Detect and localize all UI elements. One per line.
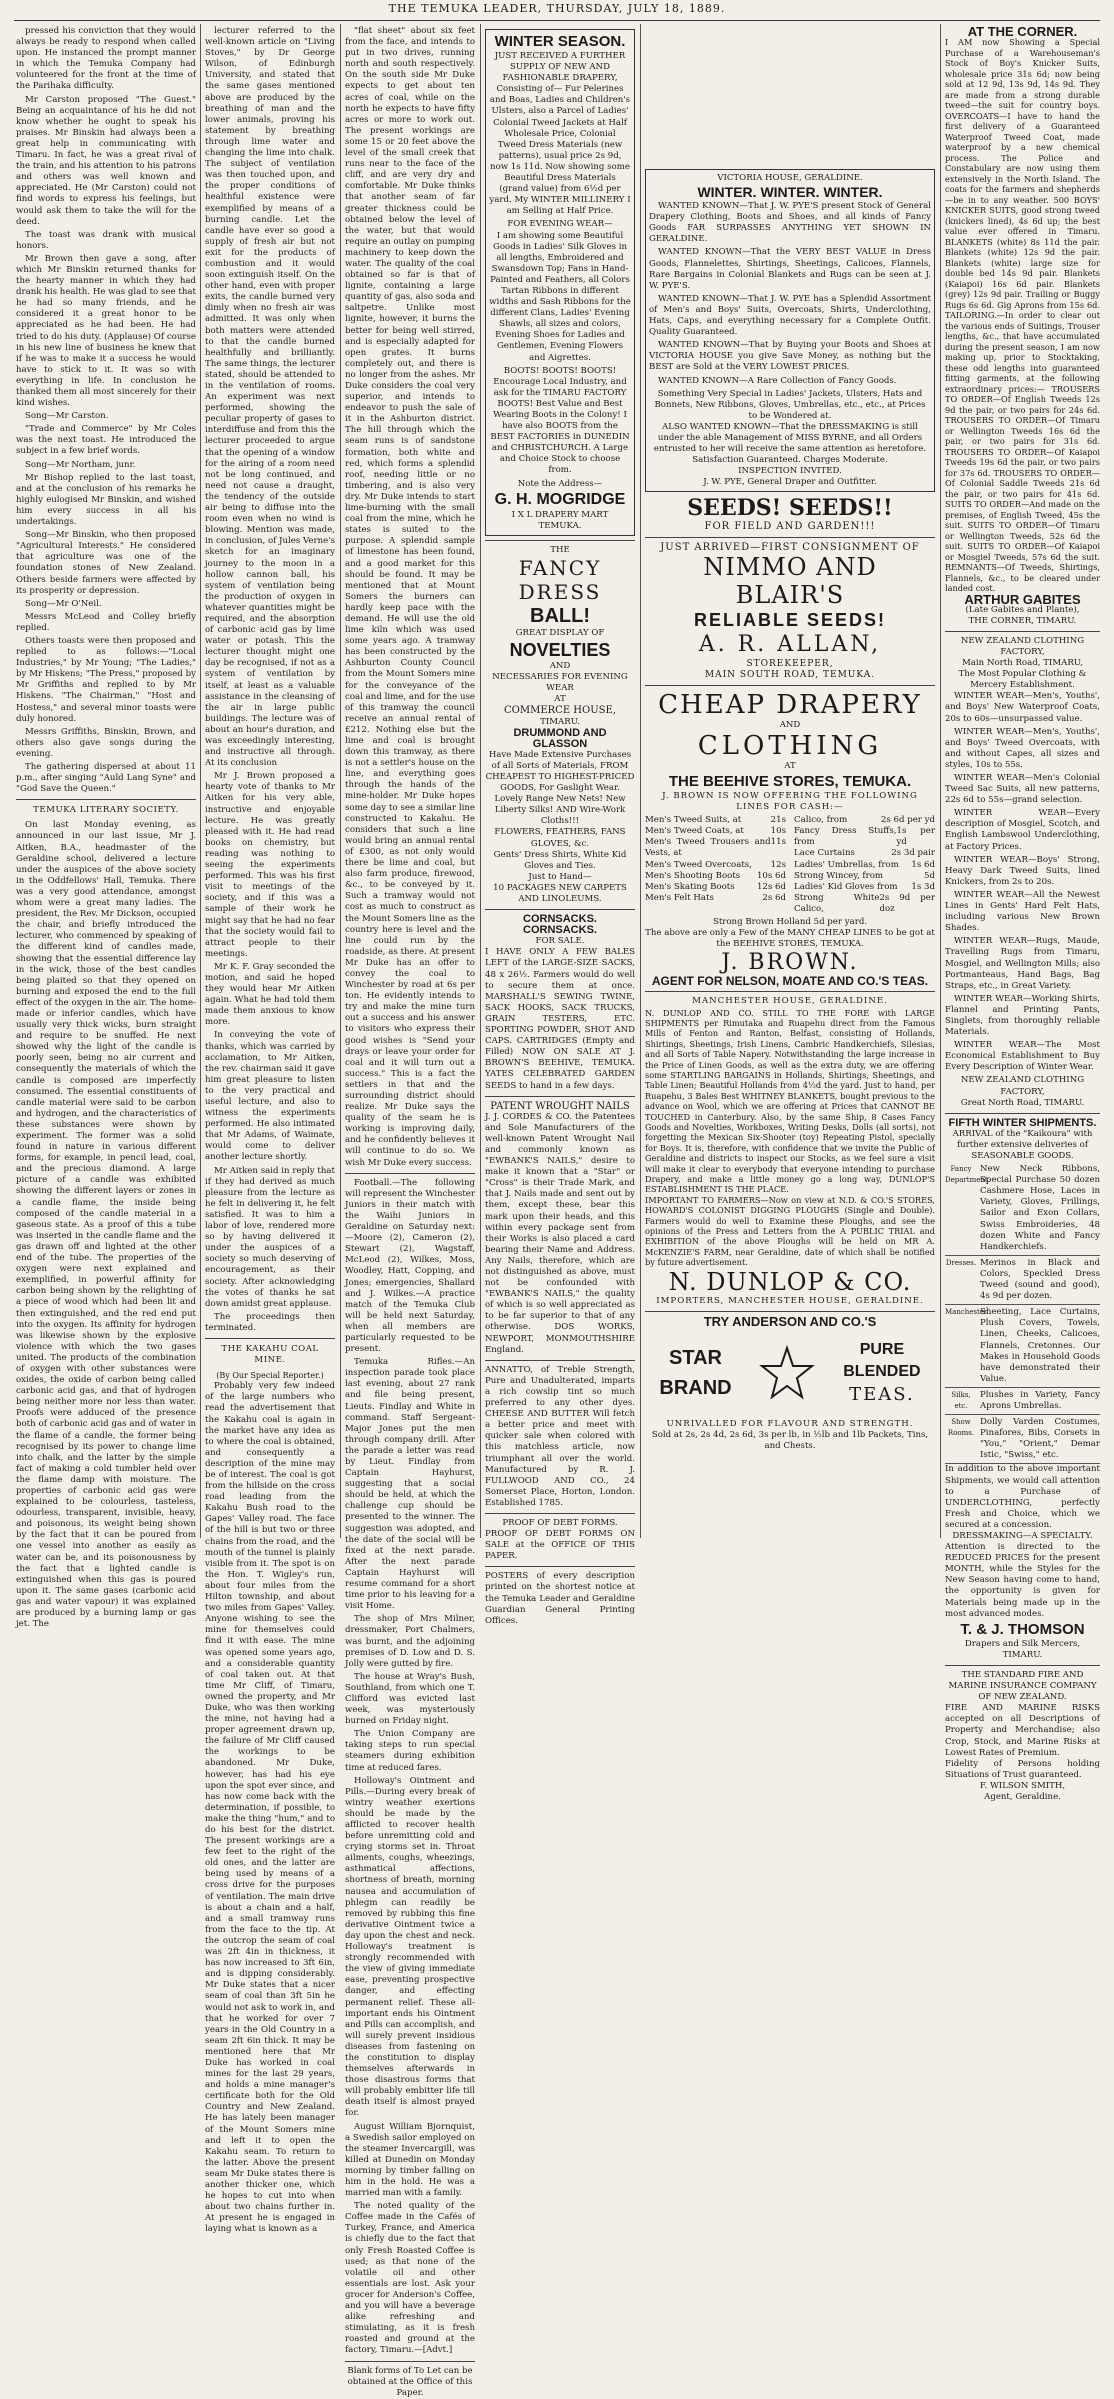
table-row: Show Rooms. Dolly Varden Costumes, Pinafores, Bibs, Corsets in "You," "Orient," Demar Istic, "Swiss," etc. <box>945 1415 1100 1464</box>
ad-title: PROOF OF DEBT FORMS. <box>502 1517 618 1528</box>
wanted-item: WANTED KNOWN—That J. W. PYE'S present Stock of General Drapery Clothing, Boots and Shoes, and all kinds of Fancy Goods FAR SURPASSES ANYTHING YET SHOWN IN GERALDINE. <box>649 201 931 245</box>
ad-body: Encourage Local Industry, and ask for the TIMARU FACTORY BOOTS! Best Value and Best Wearing Boots in the Colony! I have also BOOTS from the BEST FACTORIES in DUNEDIN and CHRISTCHURCH. A Large and Choice Stock to choose from. <box>490 376 630 476</box>
ad-annatto: ANNATTO, of Treble Strength, Pure and Unadulterated, imparts a rich cowslip tint so much preferred to any other dyes. CHEESE AND BUTTER Will fetch a better price and meet with quicker sale when colored with this matchless article, now triumphant all over the world. Manufactured by R. J. FULLWOOD AND CO., 24 Somerset Place, Horton, London. Established 1785. <box>485 1364 635 1508</box>
price-item: Calico, from 2s 6d per yd <box>794 815 935 826</box>
price-item: Fancy Dress Stuffs, from 1s per yd <box>794 826 935 848</box>
tea-word: BLENDED <box>843 1362 921 1380</box>
winter-wear-item: WINTER WEAR—Men's Colonial Tweed Sac Suits, all new patterns, 22s 6d to 55s—grand selection. <box>945 773 1100 806</box>
ad-subhead: UNRIVALLED FOR FLAVOUR AND STRENGTH. <box>666 1418 914 1429</box>
ad-cornsacks <box>485 914 635 1092</box>
advertiser-name: NEW ZEALAND CLOTHING FACTORY, <box>960 1075 1085 1097</box>
ad-title: BALL! <box>530 604 590 627</box>
table-row: Manchester. Sheeting, Lace Curtains, Plush Covers, Towels, Linen, Cheeks, Calicoes, Flannels, Cretonnes. Our Makes in Household Goods have demonstrated their Value. <box>945 1305 1100 1388</box>
ad-town: TIMARU. <box>540 716 580 727</box>
advertiser-name: A. R. ALLAN, <box>698 631 882 657</box>
ad-title: NEW ZEALAND CLOTHING FACTORY, <box>960 635 1085 657</box>
ad-title: NIMMO AND BLAIR'S <box>703 552 877 609</box>
wanted-item: WANTED KNOWN—That by Buying your Boots and Shoes at VICTORIA HOUSE you give Save Money, as nothing but the BEST are Sold at the VERY LOWEST PRICES. <box>649 340 931 373</box>
table-row: Fancy Department. New Neck Ribbons, Special Purchase 50 dozen Cashmere Hose, Laces in Variety, Gloves, Frillings, Sailor and Exon Collars, Swiss Embroideries, 48 dozen White and Fancy Handkerchiefs. <box>945 1162 1100 1256</box>
ad-subhead: GREAT DISPLAY OF <box>515 627 605 638</box>
wanted-item: WANTED KNOWN—A Rare Collection of Fancy Goods. <box>658 375 897 386</box>
winter-wear-item: WINTER WEAR—The Most Economical Establishment to Buy Every Description of Winter Wear. <box>945 1040 1100 1073</box>
advertiser-town: TEMUKA. <box>538 520 582 531</box>
ad-body: N. DUNLOP AND CO. STILL TO THE FORE with LARGE SHIPMENTS per Rimutaka and Ruapehu direct from the Famous Mills of Fenton and Ranton, Belfast, consisting of Hollands, Shirtings, Sheetings, Irish Linens, Cambric Handkerchiefs, Silesias, and all Sorts of Table Napery. Notwithstanding the large increase in the Price of Linen Goods, as well as the extra duty, we are offering some STARTLING BARGAINS in Hollands, Shirtings, Sheetings, and Table Linen; Beautiful Hollands from 4½d the yard. Just to hand, per Ruapehu, 3 Bales Best WHITNEY BLANKETS, bought previous to the advance on Wool, which we are offering at Prices that CANNOT BE TOUCHED in Canterbury. Also, by the same Ship, 8 Cases Fancy Goods and Novelties, Workboxes, Writing Desks, Dolls (all sorts), not forgetting the Mexican Six-Shooter (toy) Repeating Pistol, specially for Boys. It is, therefore, with confidence that we invite the Public of Geraldine and districts to inspect our Stocks, as we feel sure a visit will make it clear to everybody that everyone intending to purchase Drapery, and make a little money go a long way, DUNLOP'S ESTABLISHMENT IS THE PLACE. <box>645 1007 935 1195</box>
paragraph: Football.—The following will represent the Winchester Juniors in their match with the Waihi Juniors in Geraldine on Saturday next:—Moore (2), Cameron (2), Stewart (2), Wagstaff, McLeod (2), Wilkes, Moss, Woodley, Hatt, Copping, and Jones; emergencies, Shallard and J. Wilkes.—A practice match of the Temuka Club will be held next Saturday, when all members are particularly requested to be present. <box>345 1177 475 1355</box>
ad-body: Lovely Range New Nets! New Liberty Silks! AND Wire-Work Cloths!!! <box>494 794 626 827</box>
ad-title: THE BEEHIVE STORES, TEMUKA. <box>668 773 912 790</box>
ad-title: CHEAP DRAPERY <box>658 689 922 720</box>
paragraph: Temuka Rifles.—An inspection parade took place last evening, about 27 rank and file being present, Lieuts. Findlay and White in command. Staff Sergeant-Major Jones put the men through company drill. After the parade a letter was read by Lieut. Findlay from Captain Hayhurst, suggesting that a social should be held, at which the challenge cup should be presented to the winner. The suggestion was adopted, and the date of the social will be fixed at the next parade. After the next parade Captain Hayhurst will resume command for a short time prior to his leaving for a visit Home. <box>345 1357 475 1612</box>
paragraph: Song—Mr Carston. <box>25 411 109 422</box>
ad-word: AT <box>784 760 796 771</box>
tea-word: STAR <box>669 1346 722 1369</box>
price-item: Men's Tweed Trousers and Vests, at 11s <box>645 837 786 859</box>
ad-posters: POSTERS of every description printed on the shortest notice at the Temuka Leader and Geraldine Guardian General Printing Offices. <box>485 1571 635 1626</box>
column-rule <box>480 24 481 1538</box>
price-list <box>645 815 935 915</box>
ad-address: Great North Road, TIMARU. <box>960 1097 1085 1108</box>
paragraph: Song—Mr Northam, junr. <box>25 459 136 470</box>
heading-kakahu-coal-mine: THE KAKAHU COAL MINE. <box>221 1343 319 1366</box>
ad-body: The above are only a Few of the MANY CHEAP LINES to be got at the BEEHIVE STORES, TEMUKA. <box>645 928 935 950</box>
paragraph: Song—Mr O'Neil. <box>25 598 102 609</box>
advertiser-name: F. WILSON SMITH, <box>979 1780 1066 1791</box>
column-rule <box>940 24 941 1538</box>
paragraph: Messrs McLeod and Colley briefly replied. <box>16 611 196 633</box>
ad-title: FANCY DRESS <box>518 555 602 604</box>
ad-subhead: ARRIVAL of the "Kaikoura" with further extensive deliveries of SEASONABLE GOODS. <box>952 1128 1093 1161</box>
price-item: Strong White Calico, 2s 9d per doz <box>794 892 935 914</box>
price-item: Lace Curtains 2s 3d pair <box>794 848 935 859</box>
column-4 <box>485 26 635 1626</box>
ad-title: THE STANDARD FIRE AND MARINE INSURANCE COMPANY OF NEW ZEALAND. <box>948 1669 1097 1703</box>
article-lecture <box>205 26 335 1334</box>
column-1 <box>16 26 196 1630</box>
ad-body: Attention is directed to the REDUCED PRICES for the present MONTH, while the Styles for the New Season having come to hand, the opportunity is given for Materials being made up in the most advanced modes. <box>945 1542 1100 1619</box>
paragraph: The noted quality of the Coffee made in the Cafés of Turkey, France, and America is chiefly due to the fact that only Fresh Roasted Coffee is used; as that none of the volatile oil and other essentials are lost. Ask your grocer for Anderson's Coffee, and you will have a beverage alike refreshing and stimulating, as it is fresh roasted and ground at the factory, Timaru.—[Advt.] <box>345 2201 475 2356</box>
tea-word: PURE <box>859 1340 905 1358</box>
price-item: Men's Tweed Overcoats, 12s <box>645 859 786 870</box>
winter-wear-item: WINTER WEAR—Men's, Youths', and Boys' New Waterproof Coats, 20s to 60s—unsurpassed value. <box>945 691 1100 724</box>
ad-body: I AM now Showing a Special Purchase of a Warehouseman's Stock of Boy's Knicker Suits, wholesale price 31s 6d; now being sold at 12 9d, 13s 9d, 14s 9d. They are made from a strong durable tweed—the suit for country boys. OVERCOATS—I have to hand the first delivery of a Guaranteed Waterproof Tweed Coat, made waterproof by a new chemical process. The Police and Constabulary are now using them extensively in the North Island. The coats for the farmers and shepherds—be in to any weather. 500 BOYS' KNICKER SUITS, good strong tweed (knickers lined), 4s 6d up; the best value ever offered in Timaru. BLANKETS (white) 8s 11d the pair. Blankets (white) 12s 9d the pair. Blankets (white) large size for double bed 14s 9d pair. Blankets (Kaiapoi) 16s 6d pair. Blankets (grey) 12s 9d pair. Trailing or Buggy Rugs 6s 6d. Gig Aprons from 15s 6d. TAILORING.—In order to clear out the various ends of Suitings, Trouser lengths, &c., that have accumulated during the present season, I am now making up, prior to Stocktaking, these odd lengths into guaranteed fitting garments, at the following extraordinary prices:— TROUSERS TO ORDER—Of English Tweeds 12s 9d the pair, or two pairs for 24s 6d. TROUSERS TO ORDER—Of Timaru or Wellington Tweeds 16s 6d the pair, or two pairs for 31s 6d. TROUSERS TO ORDER—Of Kaiapoi Tweeds 19s 6d the pair, or two pairs for 37s 6d. TROUSERS TO ORDER—Of Colonial Saddle Tweeds 21s 6d the pair, or two pairs for 41s 6d. SUITS TO ORDER—And made on the premises, of English Tweed, 45s the suit. SUITS TO ORDER—Of Timaru or Wellington Tweeds, 52s 6d the suit. SUITS TO ORDER—Of Kaiapoi or Mosgiel Tweeds, 57s 6d the suit. REMNANTS—Of Tweeds, Shirtings, Flannels, &c., to be cleared under landed cost. <box>945 37 1100 594</box>
ad-title: PATENT WROUGHT NAILS <box>490 1100 630 1112</box>
price-item: Strong Wincey, from 5d <box>794 870 935 881</box>
ad-title: FIFTH WINTER SHIPMENTS. <box>948 1116 1097 1129</box>
price-item: Men's Tweed Coats, at 10s <box>645 826 786 837</box>
ad-body: FLOWERS, FEATHERS, FANS GLOVES, &c. <box>494 827 626 849</box>
column-rule <box>640 24 641 1538</box>
column-rule <box>340 24 341 1538</box>
ad-title: CORNSACKS. CORNSACKS. <box>523 913 597 937</box>
article-literary-society <box>16 820 196 1630</box>
wanted-item: WANTED KNOWN—That the VERY BEST VALUE in Dress Goods, Flannelettes, Shirtings, Sheetings, Calicoes, Flannels, Rare Bargains in Colonial Blankets and Rugs can be seen at J. W. PYE'S. <box>649 247 931 291</box>
ad-winter-season <box>485 29 635 536</box>
ad-title: NOVELTIES <box>509 640 611 661</box>
ad-body: Just to Hand— <box>528 871 592 882</box>
ad-subhead: Agent, Geraldine. <box>984 1791 1061 1802</box>
ad-body: Have Made Extensive Purchases of all Sorts of Materials, FROM CHEAPEST TO HIGHEST-PRICED GOODS, For Gaslight Wear. <box>485 749 635 794</box>
paragraph: Messrs Griffiths, Binskin, Brown, and others also gave songs during the evening. <box>16 726 196 759</box>
ad-subhead: (Late Gabites and Plante), <box>965 604 1080 615</box>
wanted-item: WANTED KNOWN—That J. W. PYE has a Splendid Assortment of Men's and Boys' Suits, Overcoats, Shirts, Underclothing, Hats, Caps, and everything necessary for a Complete Outfit. Quality Guaranteed. <box>649 293 931 338</box>
ad-subhead: JUST ARRIVED—FIRST CONSIGNMENT OF <box>660 541 920 553</box>
paragraph: lecturer referred to the well-known article on "Living Stoves," by Dr George Wilson, of Edinburgh University, and stated that the same gases mentioned above are produced by the breathing of man and the lower animals, proving his statement by breathing through lime water and changing the lime into chalk. The subject of ventilation was then touched upon, and the proper conditions of healthful existence were exemplified by means of a burning candle. Let the candle have ever so good a supply of fresh air but not exit for the products of combustion and it would soon extinguish itself. On the other hand, even with proper exits, the candle burned very dimly when no fresh air was admitted. It was only when both matters were attended to that the candle burned healthfully and brilliantly. The same things, the lecturer stated, should be attended to in the ventilation of rooms. An experiment was next performed, showing the peculiar property of gases to interdiffuse and from this the lecturer proceeded to argue that the opening of a window for the airing of a room need not be long continued, and need not cause a draught, the tendency of the outside air being to diffuse into the room even when no wind is blowing. Mention was made, in conclusion, of Jules Verne's sketch for an imaginary journey to the moon in a hollow cannon ball, his system of ventilation being the production of oxygen in whatever quantities might be required, and the absorption of carbonic acid gas by lime water or potash. This the lecturer thought might one day be recognised, if not as a system of ventilation by itself, at least as a valuable assistance in the cleansing of the air in large public buildings. The lecture was of about an hour's duration, and was exceedingly interesting, and instructive all through. At its conclusion <box>205 26 336 769</box>
column-6 <box>945 24 1100 1802</box>
to-let-note: Blank forms of To Let can be obtained at the Office of this Paper. <box>347 2365 473 2398</box>
price-item: Men's Tweed Suits, at 21s <box>645 815 786 826</box>
tea-word: TEAS. <box>849 1383 915 1405</box>
ad-word: AND <box>779 719 801 730</box>
ad-body: Fidelity of Persons holding Situations of Trust guaranteed. <box>945 1758 1100 1780</box>
winter-wear-item: WINTER WEAR—All the Newest Lines in Gents' Hard Felt Hats, including various New Brown Shades. <box>945 889 1100 934</box>
star-icon <box>760 1346 814 1400</box>
ad-body: IMPORTANT TO FARMERS—Now on view at N.D. & CO.'S STORES, HOWARD'S COLONIST DIGGING PLOUGHS (Single and Double). Farmers would do well to Examine these Ploughs, and see the opinions of the Press and Letters from the A PUBLIC TRIAL and EXHIBITION of the above Ploughs will be held on MR A. McKENZIE'S FARM, near Geraldine, date of which shall be notified by future advertisement. <box>645 1194 935 1268</box>
price-item: Strong Brown Holland 5d per yard. <box>712 917 868 928</box>
ad-title: CLOTHING <box>697 730 883 761</box>
advertiser-name: J. W. PYE, General Draper and Outfitter. <box>703 477 877 488</box>
ad-word: AT <box>554 694 566 705</box>
paragraph: Others toasts were then proposed and replied to as follows:—"Local Industries," by Mr Young; "The Ladies," by Mr Hiskens; "The Press," proposed by Mr Griffiths and replied to by Mr Hiskens. "The Chairman," "Host and Hostess," and several minor toasts were duly honored. <box>16 635 196 724</box>
ad-body: Something Very Special in Ladies' Jackets, Ulsters, Hats and Bonnets, New Ribbons, Gloves, Umbrellas, etc., etc., at Prices to be Wondered at. <box>654 388 926 421</box>
ad-subhead: AGENT FOR NELSON, MOATE AND CO.'S TEAS. <box>651 974 929 989</box>
ad-body: Sold at 2s, 2s 4d, 2s 6d, 3s per lb, in ½lb and 1lb Packets, Tins, and Chests. <box>651 1429 929 1452</box>
ad-subhead: J. BROWN IS NOW OFFERING THE FOLLOWING LINES FOR CASH:— <box>662 791 918 813</box>
paragraph: In conveying the vote of thanks, which was carried by acclamation, to Mr Aitken, the rev. chairman said it gave him great pleasure to listen to the very practical and useful lecture, and also to witness the experiments performed. He also intimated that Mr Adams, of Waimate, would come to deliver another lecture shortly. <box>205 1030 335 1163</box>
price-item: Ladies' Umbrellas, from 1s 6d <box>794 859 935 870</box>
price-item: Men's Skating Boots 12s 6d <box>645 881 786 892</box>
ad-subhead: Drapers and Silk Mercers, TIMARU. <box>964 1638 1081 1660</box>
paragraph: "Trade and Commerce" by Mr Coles was the next toast. He introduced the subject in a few brief words. <box>16 424 196 457</box>
article-coal-mine-continued <box>345 26 475 1169</box>
masthead: THE TEMUKA LEADER, THURSDAY, JULY 18, 1889. <box>388 2 726 15</box>
advertiser-name: J. BROWN. <box>721 950 859 976</box>
winter-wear-item: WINTER WEAR—Rugs, Maude, Travelling Rugs from Timaru, Mosgiel, and Wellington Mills; also Portmanteaus, Hand Bags, Bag Straps, etc., in Great Variety. <box>945 936 1100 991</box>
ad-body: ALSO WANTED KNOWN—That the DRESSMAKING is still under the able Management of MISS BYRNE, and all Orders entrusted to her will receive the same attention as heretofore. Satisfaction Guaranteed. Charges Moderate. <box>653 421 927 466</box>
ad-subhead: MANCHESTER HOUSE, GERALDINE. <box>692 996 888 1007</box>
column-rule <box>200 24 201 1538</box>
paragraph: Mr Aitken said in reply that if they had derived as much pleasure from the lecture as he felt in delivering it, he felt satisfied. It was to him a labor of love, rendered more so by having delivered it under the auspices of a society so much deserving of encouragement, as their society. After acknowledging the votes of thanks he sat down amidst great applause. <box>205 1165 335 1309</box>
ad-title: TRY ANDERSON AND CO.'S <box>703 1313 877 1329</box>
ad-address: COMMERCE HOUSE, <box>504 705 616 717</box>
ad-subhead: STOREKEEPER, <box>746 658 834 669</box>
ad-title: WINTER. WINTER. WINTER. <box>697 184 883 201</box>
ad-body: I HAVE ONLY A FEW BALES LEFT of the LARGE-SIZE SACKS, 48 x 26½. Farmers would do well to secure them at once. MARSHALL'S SEWING TWINE, SACK HOOKS, SACK TRUCKS, GRAIN TESTERS, ETC. SPORTING POWDER, SHOT AND CAPS. CARTRIDGES (Empty and Filled) NOW ON SALE AT J. BROWN'S BEEHIVE, TEMUKA. YATES CELEBRATED GARDEN SEEDS to hand in a few days. <box>485 947 635 1091</box>
ad-title: RELIABLE SEEDS! <box>693 609 887 630</box>
paragraph: Probably very few indeed of the large numbers who read the advertisement that the Kakahu coal is again in the market have any idea as to where the coal is obtained, and consequently a description of the mine may be of interest. The coal is got from the hillside on the cross road leading from the Kakahu Bush road to the Gapes' Valley road. The face of the hill is but two or three chains from the road, and the mouth of the tunnel is plainly visible from it. The spot is on the Hon. T. Wigley's run, about four miles from the Hilton township, and about two miles from Gapes' Valley. Anyone wishing to see the mine for themselves could find it with ease. The mine was opened some years ago, and a considerable quantity of coal taken out. At that time Mr Cliff, of Timaru, owned the property, and Mr Duke, who was then working the mine, not having had a proper agreement drawn up, the failure of Mr Cliff caused the workings to be abandoned. Mr Duke, however, has had his eye upon the spot ever since, and has now come back with the determination, if possible, to make the thing "hum," and to do his best for the district. The present workings are a few feet to the right of the old ones, and the latter are being used by means of a cross drive for the purposes of ventilation. The main drive is about a chain and a half, and a small tramway runs from the face to the tip. At the outcrop the seam of coal was 2ft 4in in thickness, it has now increased to 3ft 6in, and is dipping considerably. Mr Duke states that a nicer seam of coal than 3ft 5in he would not ask to work in, and that he worked for over 7 years in the Old Country in a seam 2ft 6in thick. It may be mentioned here that Mr Duke has worked in coal mines for the last 29 years, and holds a mine manager's certificate both for the Old Country and New Zealand. He has lately been manager of the Mount Somers mine and left it to open the Kakahu seam. To return to the latter. Above the present seam Mr Duke states there is another thicker one, which he hopes to cut into when about two chains further in. At present he is engaged in laying what is known as a <box>205 1381 335 2235</box>
goods-table <box>945 1162 1100 1464</box>
wanted-list <box>649 201 931 387</box>
column-2 <box>205 26 336 2235</box>
paragraph: Mr Bishop replied to the last toast, and at the conclusion of his remarks he highly eulogised Mr Binskin, and wished him every success in all his undertakings. <box>16 472 196 528</box>
heading-literary-society: TEMUKA LITERARY SOCIETY. <box>33 805 179 816</box>
ad-victoria-house <box>645 169 935 492</box>
paragraph: The toast was drank with musical honors. <box>16 229 196 251</box>
ad-body: JUST RECEIVED A FURTHER SUPPLY OF NEW AND FASHIONABLE DRAPERY, Consisting of— Fur Pelerines and Boas, Ladies and Children's Ulsters, also a Parcel of Ladies' Colonial Tweed Jackets at Half Wholesale Price, Colonial Tweed Dress Materials (new patterns), usual price 2s 9d, now 1s 11d. Now showing some Beautiful Dress Materials (grand value) from 6½d per yard. My WINTER MILLINERY I am Selling at Half Price. <box>489 51 631 217</box>
ad-address: THE CORNER, TIMARU. <box>968 615 1077 626</box>
advertiser-name: T. & J. THOMSON <box>960 1620 1085 1638</box>
advertiser-business: I X L DRAPERY MART <box>511 509 609 520</box>
masthead-rule <box>14 20 1100 21</box>
ad-body: I am showing some Beautiful Goods in Ladies' Silk Gloves in all lengths, Embroidered and Swansdown Top; Fans in Hand-Painted and Feathers, all Colors Tartan Ribbons in different widths and Sash Ribbons for the different Clans, Ladies' Evening Shawls, all sizes and colors, Evening Shoes for Ladies and Gentlemen, Evening Flowers and Aigrettes. <box>489 230 631 363</box>
ad-fancy-dress <box>485 545 635 905</box>
paragraph: Holloway's Ointment and Pills.—During every break of wintry weather exertions should be made by the afflicted to recover health before unremitting cold and crying storms set in. Throat ailments, coughs, wheezings, asthmatical affections, shortness of breath, morning nausea and accumulation of phlegm can readily be removed by rubbing this fine derivative Ointment twice a day upon the chest and neck. Holloway's treatment is strongly recommended with the view of giving immediate ease, preventing prospective danger, and effecting permanent relief. These all-important ends his Ointment and Pills can accomplish, and will surely prevent insidious diseases from fastening on the constitution to display themselves afterwards in those disastrous forms that will probably embitter life till death itself is almost prayed for. <box>345 1775 475 2119</box>
ad-word: THE <box>550 544 570 555</box>
winter-wear-item: WINTER WEAR—Boys' Strong, Heavy Dark Tweed Suits, lined Knickers, from 2s to 20s. <box>945 854 1100 887</box>
ad-note: Note the Address— <box>517 478 603 489</box>
ad-subhead: NECESSARIES FOR EVENING WEAR <box>492 672 628 694</box>
advertiser-name: ARTHUR GABITES <box>964 591 1081 607</box>
winter-wear-item: WINTER WEAR—Men's, Youths', and Boys' Tweed Overcoats, with and without Capes, all sizes and styles, 10s to 55s. <box>945 726 1100 770</box>
tea-word: BRAND <box>659 1376 732 1399</box>
local-news <box>345 1178 475 2357</box>
advertiser-name: G. H. MOGRIDGE <box>494 490 626 508</box>
ad-word: AND <box>549 661 571 672</box>
ad-address: MAIN SOUTH ROAD, TEMUKA. <box>704 669 876 680</box>
byline: (By Our Special Reporter.) <box>216 1371 324 1381</box>
article-banquet <box>16 26 196 795</box>
ad-subhead: VICTORIA HOUSE, GERALDINE. <box>717 173 863 183</box>
paragraph: Song—Mr Binskin, who then proposed "Agricultural Interests." He considered that agriculture was one of the foundation stones of New Zealand. Others beside farmers were affected by its prosperity or depression. <box>16 530 196 596</box>
ad-title: WINTER SEASON. <box>494 33 626 50</box>
paragraph: Mr K. F. Gray seconded the motion, and said he hoped they would hear Mr Aitken again. What he had told them made them anxious to know more. <box>205 961 335 1028</box>
paragraph: The proceedings then terminated. <box>205 1311 335 1333</box>
column-3 <box>345 26 475 2398</box>
price-item: Men's Shooting Boots 10s 6d <box>645 870 786 881</box>
paragraph: Mr J. Brown proposed a hearty vote of thanks to Mr Aitken for his very able, instructive and enjoyable lecture. He was greatly pleased with it. He had read books on chemistry, but reading was nothing to seeing the experiments performed. This was his first visit to meetings of the society, and if this was a sample of their work he might say that he had no fear that the society would fail to attract people to their meetings. <box>205 771 335 959</box>
ad-tea <box>645 1327 935 1419</box>
winter-wear-item: WINTER WEAR—Working Shirts, Flannel and Printing Pants, Singlets, from thoroughly reliable Materials. <box>945 993 1100 1038</box>
paragraph: The shop of Mrs Milner, dressmaker, Port Chalmers, was burnt, and the adjoining premises of D. Low and D. S. Jolly were gutted by fire. <box>345 1614 475 1669</box>
article-coal-mine <box>205 1381 335 2235</box>
table-row: Silks, etc. Plushes in Variety, Fancy Aprons Umbrellas. <box>945 1388 1100 1415</box>
paragraph: pressed his conviction that they would always be ready to respond when called upon. He instanced the prompt manner in which the Temuka Company had volunteered for the front at the time of the Parihaka difficulty. <box>16 26 196 92</box>
ad-subhead: IMPORTERS, MANCHESTER HOUSE, GERALDINE. <box>656 1295 924 1306</box>
ad-address: Main North Road, TIMARU, <box>962 658 1083 669</box>
winter-wear-list <box>945 691 1100 1073</box>
price-item: Ladies' Kid Gloves from 1s 3d <box>794 881 935 892</box>
ad-proof-of-debt: PROOF OF DEBT FORMS ON SALE at the OFFICE OF THIS PAPER. <box>485 1529 635 1562</box>
column-5 <box>645 26 935 1538</box>
paragraph: The gathering dispersed at about 11 p.m., after singing "Auld Lang Syne" and "God Save the Queen." <box>16 762 196 795</box>
paragraph: Mr Brown then gave a song, after which Mr Binskin returned thanks for the hearty manner in which they had drank his health. He was glad to see that he had so many friends, and he considered it a great honor to be appreciated as he had been. He had tried to do his duty. (Applause) Of course in his new line of business he knew that if he was to make it a success he would have to stick to it. It was so with everything in life. In conclusion he thanked them all most sincerely for their kind wishes. <box>16 253 196 409</box>
paragraph: Mr Carston proposed "The Guest." Being an acquaintance of his he did not know whether he ought to speak his praises. Mr Binskin had always been a great help in communicating with Timaru. In fact, he was a great rival of the train, and his attention to his patrons and others was well known and appreciated. He (Mr Carston) could not find words to express his feelings, but would ask them to take the will for the deed. <box>16 94 196 227</box>
ad-body: FIRE AND MARINE RISKS accepted on all Descriptions of Property and Merchandise; also Crop, Stock, and Marine Risks at Lowest Rates of Premium. <box>945 1703 1100 1758</box>
paragraph: "flat sheet" about six feet from the face, and intends to put in two drives, running north and south respectively. On the south side Mr Duke expects to get about ten acres of coal, while on the north he expects to have fifty acres or more to work out. The present workings are some 15 or 20 feet above the level of the small creek that runs near to the face of the cliff, and are very dry and comfortable. Mr Duke thinks that another seam of far greater thickness could be obtained below the level of the water, but that would require an outlay on pumping machinery to keep down the water. The quality of the coal obtained so far is that of lignite, containing a large quantity of gas, also soda and saltpetre. Unlike most lignite, however, it burns the better for being well stirred, and is especially adapted for open grates. It burns completely out, and there is no longer from the ashes. Mr Duke considers the coal very superior, and intends to endeavor to push the sale of it in the Ashburton district. The hill through which the seam runs is of sandstone formation, both white and red, which forms a splendid roof, needing little or no timbering, and is also very dry. Mr Duke intends to start lime-burning with the small coal from the mine, which he states is suited to the purpose. A splendid sample of limestone has been found, and a good market for this should be found. It may be mentioned that at Mount Somers the burners can hardly keep pace with the demand. He will use the old lime kiln which was used some years ago. A tramway has been constructed by the Ashburton County Council from the Mount Somers mine for the conveyance of the coal and lime, and for the use of this tramway the council receive an annual rental of £212. Nothing else but the lime and coal is brought down this tramway, as there is not a settler's house on the line, and everything goes through the hands of the mine-holder. Mr Duke hopes some day to see a similar line constructed to Kakahu. He considers that such a line would bring an annual rental of £300, as not only would there be lime and coal, but also farm produce, firewood, &c., to be conveyed by it. Such a tramway would not cost as much to construct as the Mount Somers line as the country here is level and the line could run by the roadside, as there. At present Mr Duke has an offer to convey the coal to Winchester by road at 6s per ton. He evidently intends to try and make the mine turn out a success and his answer to visitors who express their good wishes is "Send your drays or leave your order for coal and it will turn out a success." This is a fact the settlers in that and the surrounding district should realize. Mr Duke says the quality of the seam he is working is improving daily, and he confidently believes it will continue to do so. We wish Mr Duke every success. <box>345 26 475 1168</box>
ad-wrought-nails <box>485 1101 635 1356</box>
ad-body: In addition to the above important Shipments, we would call attention to a Purchase of UNDERCLOTHING, perfectly Fresh and Choice, which we secured at a concession. <box>945 1464 1100 1530</box>
paragraph: On last Monday evening, as announced in our last issue, Mr J. Aitken, B.A., headmaster of the Geraldine school, delivered a lecture under the auspices of the above society in the Oddfellows' Hall, Temuka. There was a very good attendance, amongst whom were a great many ladies. The president, the Rev. Mr Dickson, occupied the chair, and briefly introduced the lecturer, who commenced by speaking of the different kind of candles made, showing that the essential difference lay in the wick, those of the best candles being plaited so that they opened on burning and exposed the end to the full effect of the oxygen in the air. The home-made or inferior candles, which have usually very thick wicks, burn straight and require to be snuffed. He next showed why the light of the candle is poorly seen, being no air current and consequently the materials of which the candle is composed are imperfectly consumed. The essential constituents of candle material were said to be carbon and hydrogen, and the characteristics of these substances were shown by experiment. The former was a solid found in nature in various different forms, for example, in pencil lead, coal, and the precious diamond. A large picture of a candle was exhibited showing the different layers or zones in a candle flame, the inside being composed of the candle material in a gaseous state. As a proof of this a tube was inserted in the candle flame and the gas drawn off and lighted at the other end of the tube. The properties of the oxygen were next explained and exemplified, in powerful affinity for carbon being shown by the relighting of a piece of wood which had been lit and then extinguished, and the red end put into the oxygen. Its affinity for hydrogen was likewise shown by the explosive violence with which the two gases united. The products of the combination of oxygen with other substances were oxides, the oxide of carbon being called carbonic acid gas, and that of hydrogen being neither more nor less than water. Proofs were adduced of the presence both of carbonic acid gas and of water in the flame of a candle, the former being recognised by its power to change lime into chalk, and the latter by the simple fact of making a cold tumbler held over the flame damp with moisture. The properties of carbonic acid gas were explained to be colourless, tasteless, odourless, transparent, invisible, heavy, and poisonous, its weight being shown by the fact that it can be poured from one vessel into another as easily as water can be, and its poisonousness by the fact that a lighted candle is extinguished when this gas is poured upon it. The same gases (carbonic acid gas and water vapour) it was explained are produced by a burning lamp or gas jet. The <box>16 820 196 1630</box>
ad-body: J. J. CORDES & CO. the Patentees and Sole Manufacturers of the well-known Patent Wrought Nail and commonly known as "EWBANK'S NAILS," desire to make it known that a "Star" or "Cross" is their Trade Mark, and that J. Nails made and sent out by them, except these, bear this mark upon their heads, and this within every package sent from their Works is also placed a card bearing their Name and Address. Any Nails, therefore, which are not distinguished as above, must not be confounded with "EWBANK'S NAILS," the quality of which is so well appreciated as to be far superior to that of any otherwise. DOS WORKS, NEWPORT, MONMOUTHSHIRE England. <box>485 1111 635 1355</box>
table-row: Dresses. Merinos in Black and Colors, Speckled Dress Tweed (sound and good), 4s 9d per dozen. <box>945 1256 1100 1305</box>
ad-subhead: DRESSMAKING—A SPECIALTY. <box>952 1531 1093 1541</box>
ad-body: Gents' Dress Shirts, White Kid Gloves and Ties. <box>493 849 627 871</box>
ad-subhead: INSPECTION INVITED. <box>738 466 842 477</box>
paragraph: The house at Wray's Bush, Southland, from which one T. Clifford was evicted last week, was mysteriously burned on Friday night. <box>345 1671 475 1727</box>
ad-subhead: FOR EVENING WEAR— <box>507 219 613 230</box>
price-item: Men's Felt Hats 2s 6d <box>645 892 786 903</box>
advertiser-name: DRUMMOND AND GLASSON <box>513 726 607 750</box>
ad-subhead: BOOTS! BOOTS! BOOTS! <box>503 365 617 376</box>
ad-subhead: FOR FIELD AND GARDEN!!! <box>704 521 876 533</box>
ad-title: SEEDS! SEEDS!! <box>687 495 893 522</box>
ad-subhead: The Most Popular Clothing & Mercery Establishment. <box>958 669 1087 691</box>
ad-subhead: FOR SALE. <box>535 936 585 947</box>
winter-wear-item: WINTER WEAR—Every description of Mosgiel, Scotch, and English Lambswool Underclothing, at Factory Prices. <box>945 808 1100 852</box>
ad-body: 10 PACKAGES NEW CARPETS AND LINOLEUMS. <box>493 882 627 904</box>
ad-title: AT THE CORNER. <box>967 24 1078 39</box>
advertiser-name: N. DUNLOP & CO. <box>668 1267 912 1296</box>
paragraph: August William Bjornquist, a Swedish sailor employed on the steamer Invercargill, was killed at Dunedin on Monday morning by timber falling on him in the hold. He was a married man with a family. <box>345 2121 475 2199</box>
paragraph: The Union Company are taking steps to run special steamers during exhibition time at reduced fares. <box>345 1729 475 1773</box>
